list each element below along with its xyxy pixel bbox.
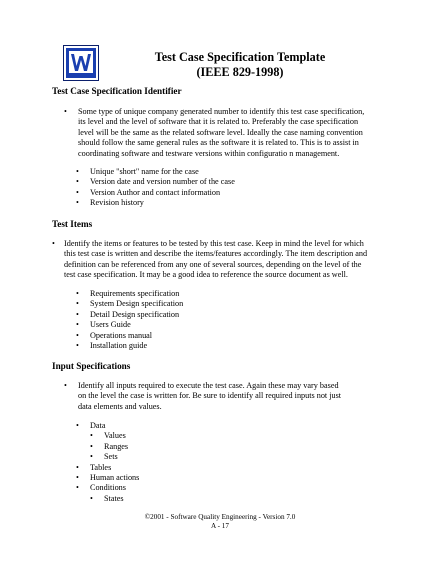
footer-copyright: ©2001 - Software Quality Engineering - Version 7.0 xyxy=(144,513,296,521)
paragraph-line: Identify all inputs required to execute the test case. Again these may vary based xyxy=(78,381,339,390)
paragraph-bullet: • xyxy=(64,107,67,116)
paragraph-bullet: • xyxy=(64,381,67,390)
list-item: • Unique "short" name for the case xyxy=(76,167,235,177)
paragraph-line: level will be the same as the related software level. Ideally the case naming convention xyxy=(78,127,363,137)
input-specs-list xyxy=(76,421,139,504)
paragraph-line: its level and the level of software that it is related to. Preferably the case specification xyxy=(78,117,359,127)
list-item: • Operations manual xyxy=(76,331,183,341)
paragraph-line: this test case is written and describe the items/features accordingly. The item description and xyxy=(64,249,368,259)
test-items-paragraph xyxy=(52,239,384,281)
conditions-sublist xyxy=(90,494,139,504)
document-title xyxy=(110,50,370,80)
section-heading-test-items: Test Items xyxy=(52,219,93,229)
list-item: • Detail Design specification xyxy=(76,310,183,320)
list-item: • Version date and version number of the case xyxy=(76,177,235,187)
list-item: • Revision history xyxy=(76,198,235,208)
list-item: • Tables xyxy=(76,463,139,473)
input-specs-paragraph xyxy=(64,381,384,412)
data-sublist xyxy=(90,431,139,462)
list-item: • Version Author and contact information xyxy=(76,188,235,198)
list-item: • System Design specification xyxy=(76,299,183,309)
sub-list-item: • States xyxy=(90,494,139,504)
title-line-2: (IEEE 829-1998) xyxy=(196,65,284,79)
paragraph-line: on the level the case is written for. Be sure to identify all required inputs not just xyxy=(78,391,342,401)
paragraph-line: data elements and values. xyxy=(78,401,162,411)
word-document-icon xyxy=(63,45,99,81)
sub-list-item: • Ranges xyxy=(90,442,139,452)
page-number: A - 17 xyxy=(211,522,229,530)
paragraph-bullet: • xyxy=(52,239,55,248)
paragraph-line: test case specification. It may be a good idea to reference the source document as well. xyxy=(64,270,348,280)
sub-list-item: • Values xyxy=(90,431,139,441)
list-item: • Requirements specification xyxy=(76,289,183,299)
identifier-paragraph xyxy=(64,107,378,159)
list-item xyxy=(76,483,139,504)
paragraph-line: coordinating software and testware versions within configuratio n management. xyxy=(78,148,340,158)
title-line-1: Test Case Specification Template xyxy=(154,50,326,64)
list-item-label: Conditions xyxy=(90,483,126,493)
list-item: • Users Guide xyxy=(76,320,183,330)
paragraph-line: definition can be referenced from any one of several sources, depending on the level of the xyxy=(64,259,362,269)
list-item: • Installation guide xyxy=(76,341,183,351)
identifier-list xyxy=(76,167,235,209)
list-item: • Human actions xyxy=(76,473,139,483)
list-item-label: Data xyxy=(90,421,106,430)
section-heading-identifier: Test Case Specification Identifier xyxy=(52,86,182,96)
paragraph-line: Some type of unique company generated number to identify this test case specification, xyxy=(78,107,365,116)
list-item xyxy=(76,421,139,463)
section-heading-input-specifications: Input Specifications xyxy=(52,361,131,371)
test-items-list xyxy=(76,289,183,351)
sub-list-item: • Sets xyxy=(90,452,139,462)
paragraph-line: should follow the same general rules as the software it is related to. This is to assist in xyxy=(78,138,359,148)
paragraph-line: Identify the items or features to be tested by this test case. Keep in mind the level for which xyxy=(64,239,364,248)
